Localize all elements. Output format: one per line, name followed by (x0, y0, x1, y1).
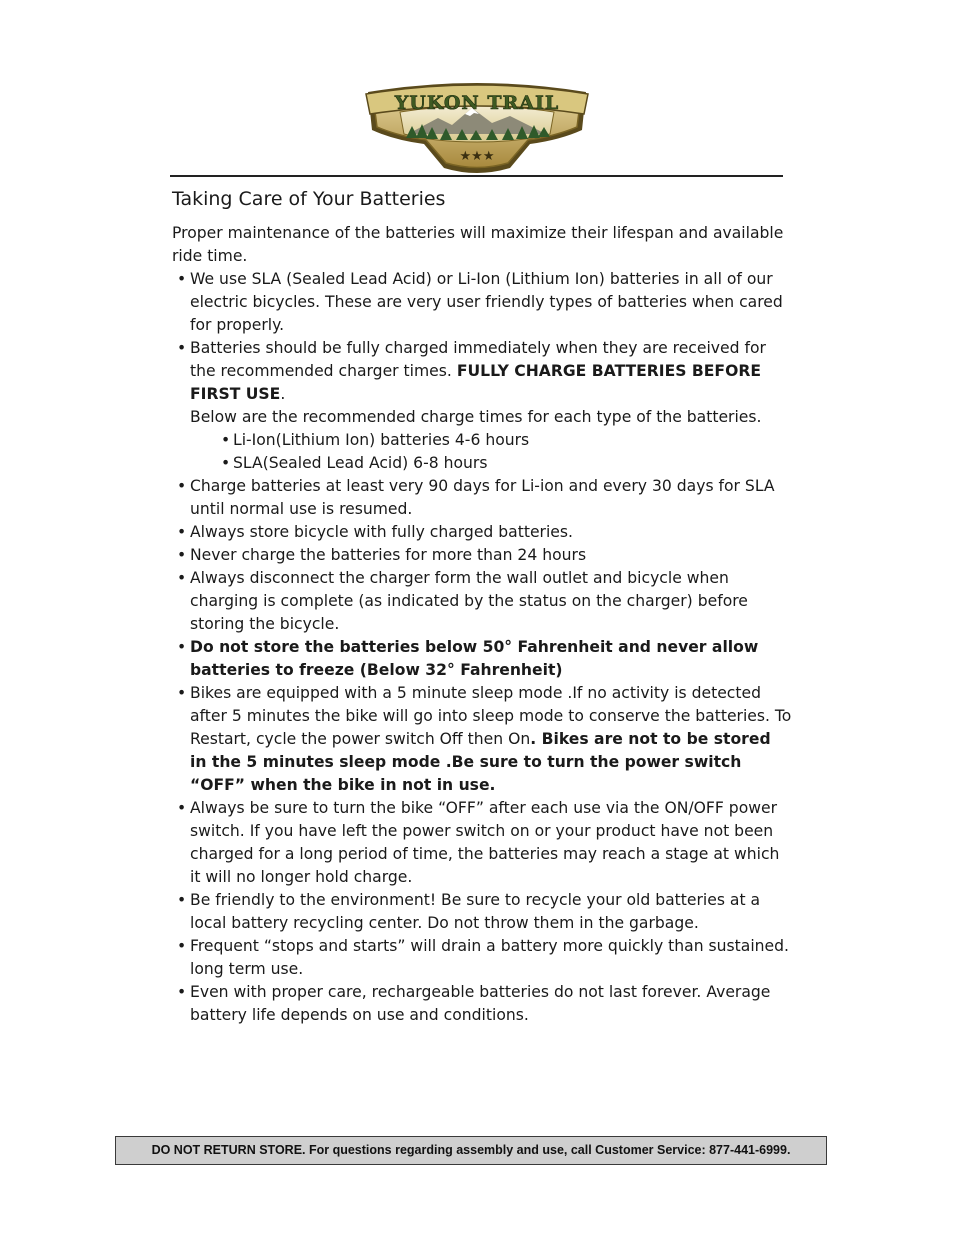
list-item (172, 682, 792, 797)
list-item (172, 981, 792, 1027)
list-item (172, 337, 792, 406)
list-item (172, 268, 792, 337)
list-item (172, 475, 792, 521)
sub-list-item (172, 452, 792, 475)
item-text-bold: . Bikes are not to be stored in the 5 minutes sleep mode .Be sure to turn the power switch “OFF” when the bike in not in use. (190, 730, 771, 794)
bullet: • (177, 477, 187, 495)
list-item (172, 889, 792, 935)
item-text: Always disconnect the charger form the wall outlet and bicycle when charging is complete (as indicated by the status on the charger) before storing the bicycle. (190, 569, 748, 633)
item-text: Batteries should be fully charged immediately when they are received for the recommended charger times. (190, 339, 766, 380)
item-text: Even with proper care, rechargeable batteries do not last forever. Average battery life depends on use and conditions. (190, 983, 771, 1024)
list-item (172, 797, 792, 889)
bullet: • (221, 431, 231, 449)
list-item (172, 567, 792, 636)
list-item (172, 544, 792, 567)
bullet: • (177, 891, 187, 909)
item-text: . (280, 385, 286, 403)
bullet: • (177, 546, 187, 564)
bullet: • (177, 339, 187, 357)
bullet: • (221, 454, 231, 472)
item-text: Li-Ion(Lithium Ion) batteries 4-6 hours (233, 431, 530, 449)
item-text: Frequent “stops and starts” will drain a battery more quickly than sustained. long term use. (190, 937, 790, 978)
logo-brand-text: YUKON TRAIL (394, 92, 560, 114)
item-text-bold: Do not store the batteries below 50° Fahrenheit and never allow batteries to freeze (Below 32° Fahrenheit) (190, 638, 759, 679)
bullet: • (177, 523, 187, 541)
bullet: • (177, 799, 187, 817)
bullet: • (177, 983, 187, 1001)
item-text: SLA(Sealed Lead Acid) 6-8 hours (233, 454, 488, 472)
document-body (172, 222, 792, 1027)
item-text: Bikes are equipped with a 5 minute sleep mode .If no activity is detected after 5 minutes the bike will go into sleep mode to conserve the batteries. To Restart, cycle the power switch Off then On (190, 684, 792, 748)
item-text: Charge batteries at least very 90 days for Li-ion and every 30 days for SLA until normal use is resumed. (190, 477, 775, 518)
item-text: Always store bicycle with fully charged batteries. (190, 523, 573, 541)
item-text: Never charge the batteries for more than 24 hours (190, 546, 587, 564)
item-text: Be friendly to the environment! Be sure to recycle your old batteries at a local battery recycling center. Do not throw them in the garbage. (190, 891, 761, 932)
header-rule (170, 175, 783, 177)
item-text-bold: FULLY CHARGE BATTERIES BEFORE FIRST USE (190, 362, 761, 403)
logo-stars: ★★★ (459, 149, 495, 164)
footer-notice: DO NOT RETURN STORE. For questions regarding assembly and use, call Customer Service: 877-441-6999. (115, 1136, 827, 1165)
list-item (172, 935, 792, 981)
bullet: • (177, 569, 187, 587)
sub-list-item (172, 429, 792, 452)
list-item (172, 636, 792, 682)
charge-times-note: Below are the recommended charge times for each type of the batteries. (190, 408, 762, 426)
yukon-trail-logo (360, 78, 594, 176)
page-title: Taking Care of Your Batteries (172, 188, 446, 210)
intro-paragraph: Proper maintenance of the batteries will maximize their lifespan and available ride time. (172, 224, 784, 265)
item-text: Always be sure to turn the bike “OFF” after each use via the ON/OFF power switch. If you have left the power switch on or your product have not been charged for a long period of time, the batteries may reach a stage at which it will no longer hold charge. (190, 799, 780, 886)
bullet: • (177, 684, 187, 702)
bullet: • (177, 937, 187, 955)
item-text: We use SLA (Sealed Lead Acid) or Li-Ion (Lithium Ion) batteries in all of our electric bicycles. These are very user friendly types of batteries when cared for properly. (190, 270, 783, 334)
list-item (172, 521, 792, 544)
bullet: • (177, 270, 187, 288)
bullet: • (177, 638, 187, 656)
